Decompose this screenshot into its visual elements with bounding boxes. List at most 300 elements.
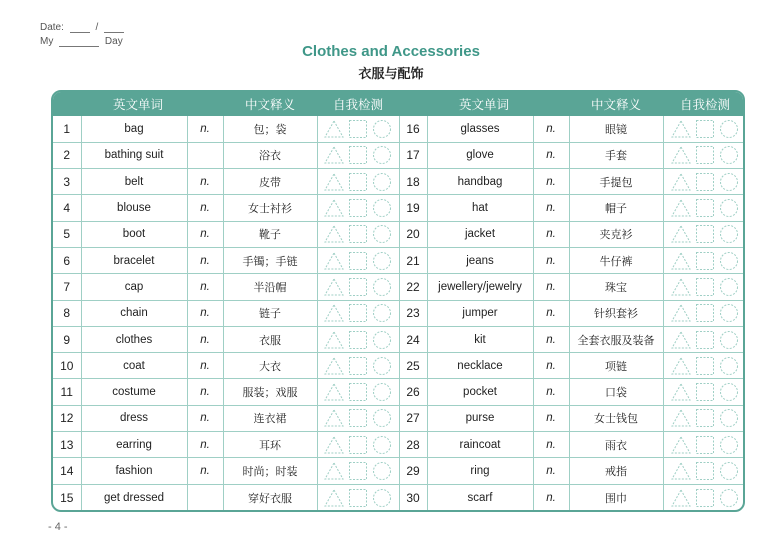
part-of-speech: n.	[187, 432, 223, 458]
triangle-check-box[interactable]	[671, 303, 691, 323]
chinese-meaning: 珠宝	[569, 274, 663, 300]
word-number: 10	[53, 353, 81, 379]
chinese-meaning: 帽子	[569, 195, 663, 221]
day-label: Day	[104, 36, 123, 47]
self-check-cell	[663, 353, 745, 379]
circle-check-box[interactable]	[719, 277, 739, 297]
self-check-right-5	[664, 248, 746, 273]
english-word: glasses	[427, 116, 533, 142]
part-of-speech: n.	[533, 142, 569, 168]
self-check-left-14	[318, 485, 399, 511]
table-row	[53, 195, 745, 221]
page-title-chinese: 衣服与配饰	[358, 66, 424, 81]
table-row	[53, 142, 745, 168]
english-word: glove	[427, 142, 533, 168]
circle-check-box[interactable]	[372, 277, 392, 297]
part-of-speech	[187, 484, 223, 510]
self-check-cell	[663, 458, 745, 484]
word-number: 4	[53, 195, 81, 221]
word-number: 21	[399, 247, 427, 273]
self-check-left-6	[318, 274, 399, 299]
header-english-word-left: 英文单词	[53, 92, 223, 116]
part-of-speech: n.	[187, 405, 223, 431]
chinese-meaning: 链子	[223, 300, 317, 326]
self-check-right-2	[664, 169, 746, 194]
circle-check-box[interactable]	[372, 435, 392, 455]
chinese-meaning: 靴子	[223, 221, 317, 247]
part-of-speech: n.	[187, 116, 223, 142]
word-number: 17	[399, 142, 427, 168]
square-check-box[interactable]	[348, 488, 368, 508]
square-check-box[interactable]	[348, 382, 368, 402]
self-check-right-12	[664, 432, 746, 457]
self-check-cell	[663, 300, 745, 326]
self-check-right-3	[664, 195, 746, 220]
part-of-speech: n.	[533, 484, 569, 510]
self-check-right-4	[664, 222, 746, 247]
table-row	[53, 116, 745, 142]
english-word: jumper	[427, 300, 533, 326]
self-check-left-2	[318, 169, 399, 194]
table-row	[53, 432, 745, 458]
self-check-cell	[317, 379, 399, 405]
self-check-cell	[317, 432, 399, 458]
word-number: 28	[399, 432, 427, 458]
word-number: 2	[53, 142, 81, 168]
part-of-speech: n.	[533, 169, 569, 195]
self-check-right-9	[664, 353, 746, 378]
word-number: 27	[399, 405, 427, 431]
circle-check-box[interactable]	[719, 198, 739, 218]
table-row	[53, 247, 745, 273]
word-number: 22	[399, 274, 427, 300]
self-check-cell	[317, 195, 399, 221]
part-of-speech: n.	[533, 353, 569, 379]
word-number: 1	[53, 116, 81, 142]
table-body	[53, 116, 745, 510]
square-check-box[interactable]	[695, 303, 715, 323]
english-word: bag	[81, 116, 187, 142]
square-check-box[interactable]	[348, 251, 368, 271]
part-of-speech: n.	[187, 353, 223, 379]
circle-check-box[interactable]	[719, 408, 739, 428]
square-check-box[interactable]	[348, 356, 368, 376]
square-check-box[interactable]	[695, 277, 715, 297]
chinese-meaning: 围巾	[569, 484, 663, 510]
self-check-right-11	[664, 406, 746, 431]
self-check-right-1	[664, 143, 746, 168]
part-of-speech: n.	[187, 379, 223, 405]
word-number: 9	[53, 326, 81, 352]
self-check-cell	[663, 195, 745, 221]
part-of-speech: n.	[187, 300, 223, 326]
header-english-word-right: 英文单词	[399, 92, 569, 116]
self-check-cell	[663, 142, 745, 168]
triangle-check-box[interactable]	[324, 382, 344, 402]
square-check-box[interactable]	[695, 198, 715, 218]
part-of-speech: n.	[533, 379, 569, 405]
circle-check-box[interactable]	[372, 303, 392, 323]
square-check-box[interactable]	[348, 330, 368, 350]
english-word: get dressed	[81, 484, 187, 510]
english-word: belt	[81, 169, 187, 195]
chinese-meaning: 时尚；时装	[223, 458, 317, 484]
part-of-speech: n.	[533, 300, 569, 326]
table-row	[53, 169, 745, 195]
part-of-speech: n.	[533, 432, 569, 458]
table-row	[53, 221, 745, 247]
chinese-meaning: 眼镜	[569, 116, 663, 142]
self-check-right-6	[664, 274, 746, 299]
english-word: fashion	[81, 458, 187, 484]
chinese-meaning: 夹克衫	[569, 221, 663, 247]
word-number: 29	[399, 458, 427, 484]
circle-check-box[interactable]	[719, 461, 739, 481]
circle-check-box[interactable]	[719, 119, 739, 139]
header-self-check-right: 自我检测	[663, 92, 745, 116]
self-check-right-10	[664, 379, 746, 404]
circle-check-box[interactable]	[719, 435, 739, 455]
english-word: ring	[427, 458, 533, 484]
word-number: 3	[53, 169, 81, 195]
part-of-speech: n.	[187, 169, 223, 195]
part-of-speech: n.	[187, 221, 223, 247]
word-number: 16	[399, 116, 427, 142]
table-header-row	[53, 92, 745, 116]
english-word: earring	[81, 432, 187, 458]
triangle-check-box[interactable]	[671, 330, 691, 350]
circle-check-box[interactable]	[719, 224, 739, 244]
circle-check-box[interactable]	[719, 330, 739, 350]
english-word: blouse	[81, 195, 187, 221]
chinese-meaning: 戒指	[569, 458, 663, 484]
table-row	[53, 274, 745, 300]
triangle-check-box[interactable]	[324, 224, 344, 244]
chinese-meaning: 耳环	[223, 432, 317, 458]
chinese-meaning: 衣服	[223, 326, 317, 352]
circle-check-box[interactable]	[372, 408, 392, 428]
english-word: cap	[81, 274, 187, 300]
circle-check-box[interactable]	[372, 251, 392, 271]
vocabulary-table	[53, 92, 745, 510]
self-check-left-9	[318, 353, 399, 378]
self-check-left-1	[318, 143, 399, 168]
self-check-left-10	[318, 379, 399, 404]
self-check-cell	[317, 247, 399, 273]
square-check-box[interactable]	[695, 145, 715, 165]
triangle-check-box[interactable]	[324, 172, 344, 192]
triangle-check-box[interactable]	[671, 488, 691, 508]
english-word: kit	[427, 326, 533, 352]
square-check-box[interactable]	[348, 119, 368, 139]
square-check-box[interactable]	[695, 356, 715, 376]
chinese-meaning: 手提包	[569, 169, 663, 195]
self-check-cell	[663, 247, 745, 273]
triangle-check-box[interactable]	[324, 435, 344, 455]
part-of-speech	[187, 142, 223, 168]
table-row	[53, 458, 745, 484]
self-check-cell	[317, 169, 399, 195]
date-label: Date:	[40, 22, 64, 33]
chinese-meaning: 女士衬衫	[223, 195, 317, 221]
part-of-speech: n.	[533, 195, 569, 221]
header-chinese-meaning-left: 中文释义	[223, 92, 317, 116]
chinese-meaning: 半沿帽	[223, 274, 317, 300]
self-check-left-7	[318, 301, 399, 326]
triangle-check-box[interactable]	[324, 277, 344, 297]
date-day-blank[interactable]	[104, 24, 124, 33]
word-number: 14	[53, 458, 81, 484]
triangle-check-box[interactable]	[324, 119, 344, 139]
english-word: necklace	[427, 353, 533, 379]
triangle-check-box[interactable]	[671, 119, 691, 139]
self-check-cell	[663, 379, 745, 405]
circle-check-box[interactable]	[719, 488, 739, 508]
chinese-meaning: 全套衣服及装备	[569, 326, 663, 352]
triangle-check-box[interactable]	[671, 224, 691, 244]
circle-check-box[interactable]	[719, 172, 739, 192]
page-title-english: Clothes and Accessories	[302, 43, 480, 60]
chinese-meaning: 大衣	[223, 353, 317, 379]
triangle-check-box[interactable]	[324, 356, 344, 376]
header-chinese-meaning-right: 中文释义	[569, 92, 663, 116]
circle-check-box[interactable]	[372, 224, 392, 244]
self-check-left-11	[318, 406, 399, 431]
chinese-meaning: 雨衣	[569, 432, 663, 458]
word-number: 26	[399, 379, 427, 405]
self-check-cell	[317, 353, 399, 379]
date-month-blank[interactable]	[70, 24, 90, 33]
date-line	[40, 22, 127, 33]
english-word: chain	[81, 300, 187, 326]
part-of-speech: n.	[187, 458, 223, 484]
word-number: 23	[399, 300, 427, 326]
english-word: handbag	[427, 169, 533, 195]
chinese-meaning: 针织套衫	[569, 300, 663, 326]
word-number: 5	[53, 221, 81, 247]
square-check-box[interactable]	[695, 488, 715, 508]
triangle-check-box[interactable]	[324, 303, 344, 323]
triangle-check-box[interactable]	[671, 277, 691, 297]
circle-check-box[interactable]	[372, 172, 392, 192]
self-check-cell	[663, 221, 745, 247]
self-check-cell	[663, 169, 745, 195]
chinese-meaning: 浴衣	[223, 142, 317, 168]
self-check-left-5	[318, 248, 399, 273]
chinese-meaning: 服装；戏服	[223, 379, 317, 405]
english-word: pocket	[427, 379, 533, 405]
word-number: 8	[53, 300, 81, 326]
triangle-check-box[interactable]	[324, 198, 344, 218]
square-check-box[interactable]	[348, 224, 368, 244]
self-check-cell	[317, 116, 399, 142]
triangle-check-box[interactable]	[671, 198, 691, 218]
word-number: 18	[399, 169, 427, 195]
circle-check-box[interactable]	[372, 119, 392, 139]
self-check-left-13	[318, 458, 399, 483]
self-check-cell	[317, 221, 399, 247]
page-number: - 4 -	[48, 521, 68, 533]
self-check-cell	[663, 432, 745, 458]
square-check-box[interactable]	[348, 461, 368, 481]
self-check-cell	[663, 274, 745, 300]
self-check-cell	[317, 484, 399, 510]
part-of-speech: n.	[533, 116, 569, 142]
header-self-check-left: 自我检测	[317, 92, 399, 116]
part-of-speech: n.	[533, 247, 569, 273]
triangle-check-box[interactable]	[324, 330, 344, 350]
self-check-cell	[663, 484, 745, 510]
word-number: 6	[53, 247, 81, 273]
part-of-speech: n.	[187, 274, 223, 300]
self-check-cell	[317, 300, 399, 326]
word-number: 13	[53, 432, 81, 458]
triangle-check-box[interactable]	[671, 435, 691, 455]
square-check-box[interactable]	[348, 277, 368, 297]
chinese-meaning: 穿好衣服	[223, 484, 317, 510]
chinese-meaning: 牛仔裤	[569, 247, 663, 273]
square-check-box[interactable]	[695, 330, 715, 350]
circle-check-box[interactable]	[719, 251, 739, 271]
part-of-speech: n.	[533, 405, 569, 431]
table-row	[53, 484, 745, 510]
chinese-meaning: 口袋	[569, 379, 663, 405]
word-number: 7	[53, 274, 81, 300]
chinese-meaning: 项链	[569, 353, 663, 379]
circle-check-box[interactable]	[719, 382, 739, 402]
part-of-speech: n.	[187, 247, 223, 273]
triangle-check-box[interactable]	[324, 488, 344, 508]
square-check-box[interactable]	[695, 435, 715, 455]
english-word: boot	[81, 221, 187, 247]
chinese-meaning: 连衣裙	[223, 405, 317, 431]
table-row	[53, 326, 745, 352]
triangle-check-box[interactable]	[324, 461, 344, 481]
word-number: 19	[399, 195, 427, 221]
english-word: scarf	[427, 484, 533, 510]
english-word: coat	[81, 353, 187, 379]
self-check-cell	[663, 116, 745, 142]
part-of-speech: n.	[533, 326, 569, 352]
table-row	[53, 300, 745, 326]
english-word: jeans	[427, 247, 533, 273]
square-check-box[interactable]	[695, 382, 715, 402]
self-check-left-8	[318, 327, 399, 352]
square-check-box[interactable]	[695, 251, 715, 271]
square-check-box[interactable]	[348, 303, 368, 323]
triangle-check-box[interactable]	[671, 356, 691, 376]
word-number: 15	[53, 484, 81, 510]
self-check-cell	[663, 405, 745, 431]
square-check-box[interactable]	[695, 224, 715, 244]
self-check-right-7	[664, 301, 746, 326]
circle-check-box[interactable]	[372, 198, 392, 218]
english-word: dress	[81, 405, 187, 431]
english-word: raincoat	[427, 432, 533, 458]
circle-check-box[interactable]	[372, 145, 392, 165]
table-row	[53, 379, 745, 405]
triangle-check-box[interactable]	[671, 408, 691, 428]
my-label: My	[40, 36, 54, 47]
self-check-right-0	[664, 116, 746, 142]
triangle-check-box[interactable]	[671, 382, 691, 402]
circle-check-box[interactable]	[719, 356, 739, 376]
square-check-box[interactable]	[695, 119, 715, 139]
square-check-box[interactable]	[695, 461, 715, 481]
table-row	[53, 353, 745, 379]
chinese-meaning: 皮带	[223, 169, 317, 195]
self-check-right-14	[664, 485, 746, 511]
english-word: jewellery/jewelry	[427, 274, 533, 300]
part-of-speech: n.	[187, 326, 223, 352]
square-check-box[interactable]	[348, 172, 368, 192]
triangle-check-box[interactable]	[671, 461, 691, 481]
self-check-left-3	[318, 195, 399, 220]
square-check-box[interactable]	[348, 408, 368, 428]
english-word: hat	[427, 195, 533, 221]
circle-check-box[interactable]	[372, 330, 392, 350]
triangle-check-box[interactable]	[324, 408, 344, 428]
english-word: purse	[427, 405, 533, 431]
self-check-cell	[317, 274, 399, 300]
table-row	[53, 405, 745, 431]
part-of-speech: n.	[533, 274, 569, 300]
word-number: 24	[399, 326, 427, 352]
triangle-check-box[interactable]	[324, 145, 344, 165]
triangle-check-box[interactable]	[671, 251, 691, 271]
circle-check-box[interactable]	[719, 303, 739, 323]
english-word: bracelet	[81, 247, 187, 273]
part-of-speech: n.	[533, 221, 569, 247]
english-word: bathing suit	[81, 142, 187, 168]
triangle-check-box[interactable]	[324, 251, 344, 271]
english-word: costume	[81, 379, 187, 405]
english-word: clothes	[81, 326, 187, 352]
square-check-box[interactable]	[348, 198, 368, 218]
chinese-meaning: 手套	[569, 142, 663, 168]
vocabulary-table-container	[51, 90, 745, 512]
chinese-meaning: 包；袋	[223, 116, 317, 142]
square-check-box[interactable]	[695, 172, 715, 192]
date-slash: /	[95, 22, 99, 33]
circle-check-box[interactable]	[372, 382, 392, 402]
circle-check-box[interactable]	[372, 461, 392, 481]
chinese-meaning: 女士钱包	[569, 405, 663, 431]
self-check-left-4	[318, 222, 399, 247]
triangle-check-box[interactable]	[671, 172, 691, 192]
self-check-cell	[317, 405, 399, 431]
word-number: 12	[53, 405, 81, 431]
circle-check-box[interactable]	[372, 488, 392, 508]
self-check-cell	[317, 458, 399, 484]
circle-check-box[interactable]	[719, 145, 739, 165]
english-word: jacket	[427, 221, 533, 247]
word-number: 11	[53, 379, 81, 405]
self-check-cell	[317, 326, 399, 352]
circle-check-box[interactable]	[372, 356, 392, 376]
part-of-speech: n.	[187, 195, 223, 221]
word-number: 30	[399, 484, 427, 510]
triangle-check-box[interactable]	[671, 145, 691, 165]
self-check-cell	[317, 142, 399, 168]
self-check-right-13	[664, 458, 746, 483]
square-check-box[interactable]	[348, 435, 368, 455]
square-check-box[interactable]	[695, 408, 715, 428]
square-check-box[interactable]	[348, 145, 368, 165]
word-number: 25	[399, 353, 427, 379]
chinese-meaning: 手镯；手链	[223, 247, 317, 273]
self-check-cell	[663, 326, 745, 352]
